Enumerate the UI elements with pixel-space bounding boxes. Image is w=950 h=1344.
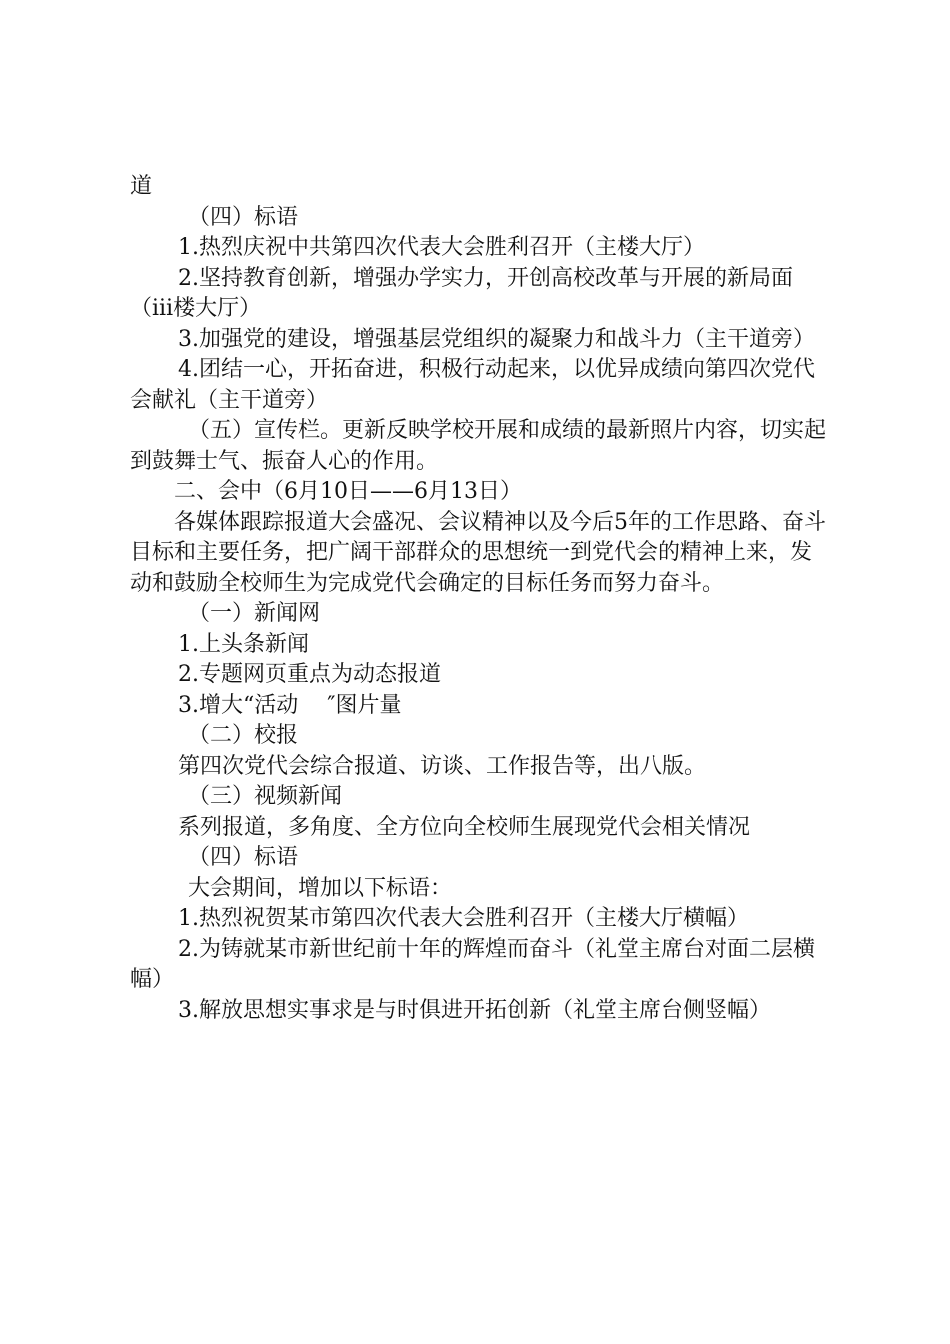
para-continuation: 道 — [130, 174, 153, 199]
video-news-paragraph: 系列报道，多角度、全方位向全校师生展现党代会相关情况 — [178, 814, 751, 840]
heading-school-paper: （二）校报 — [188, 723, 299, 748]
heading-news-web: （一）新闻网 — [188, 601, 321, 626]
slogan-during-item-1: 1.热烈祝贺某市第四次代表大会胜利召开（主楼大厅横幅） — [178, 906, 749, 931]
slogan-item-3: 3.加强党的建设，增强基层党组织的凝聚力和战斗力（主干道旁） — [178, 326, 815, 352]
heading-slogans-during: （四）标语 — [188, 845, 299, 870]
news-web-item-1: 1.上头条新闻 — [178, 631, 309, 657]
slogan-during-item-2: 2.为铸就某市新世纪前十年的辉煌而奋斗（礼堂主席台对面二层横幅） — [130, 936, 815, 992]
heading-video-news: （三）视频新闻 — [188, 784, 343, 809]
slogan-item-2: 2.坚持教育创新，增强办学实力，开创高校改革与开展的新局面（ⅲ楼大厅） — [130, 265, 793, 321]
media-coverage-paragraph: 各媒体跟踪报道大会盛况、会议精神以及今后5年的工作思路、奋斗目标和主要任务，把广阔干部群众的思想统一到党代会的精神上来，发动和鼓励全校师生为完成党代会确定的目标任务而努力奋斗。 — [130, 509, 826, 596]
slogan-item-1: 1.热烈庆祝中共第四次代表大会胜利召开（主楼大厅） — [178, 235, 705, 260]
section-heading-during-meeting: 二、会中（6月10日——6月13日） — [174, 479, 522, 504]
news-web-item-2: 2.专题网页重点为动态报道 — [178, 662, 441, 687]
heading-bulletin-board: （五）宣传栏。更新反映学校开展和成绩的最新照片内容，切实起到鼓舞士气、振奋人心的作用。 — [130, 418, 827, 474]
slogans-intro: 大会期间，增加以下标语： — [188, 875, 453, 901]
news-web-item-3: 3.增大“活动 ″图片量 — [178, 692, 402, 718]
heading-slogans: （四）标语 — [188, 204, 299, 230]
slogan-item-4: 4.团结一心，开拓奋进，积极行动起来，以优异成绩向第四次党代会献礼（主干道旁） — [130, 357, 815, 413]
slogan-during-item-3: 3.解放思想实事求是与时俱进开拓创新（礼堂主席台侧竖幅） — [178, 997, 771, 1023]
school-paper-paragraph: 第四次党代会综合报道、访谈、工作报告等，出八版。 — [178, 753, 707, 779]
